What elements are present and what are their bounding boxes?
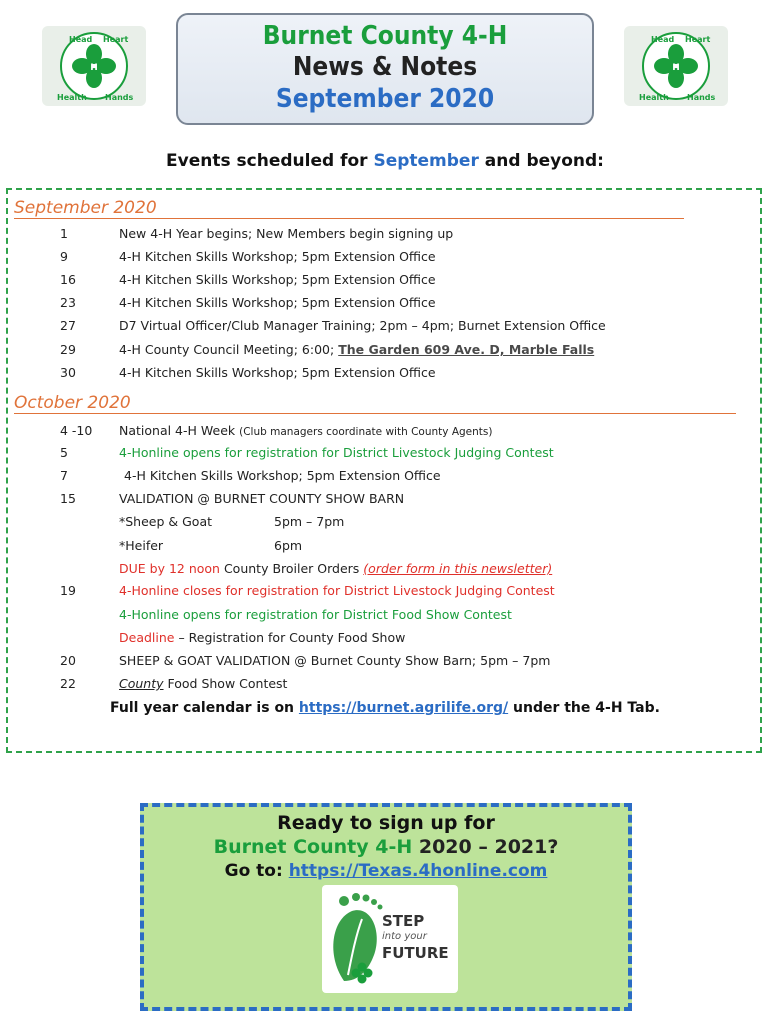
event-desc: 4-H Kitchen Skills Workshop; 5pm Extension Office	[119, 365, 436, 380]
event-day: 19	[60, 583, 76, 598]
title-month: September 2020	[275, 84, 495, 114]
event-row	[0, 558, 770, 580]
event-day: 4 -10	[60, 423, 93, 438]
events-heading-prefix: Events scheduled for	[166, 151, 374, 171]
title-county: Burnet County 4-H	[262, 21, 508, 51]
event-day: 29	[60, 342, 76, 357]
event-row	[0, 442, 770, 464]
event-row	[0, 535, 770, 557]
svg-text:Heart: Heart	[685, 35, 711, 44]
event-desc	[119, 420, 492, 443]
event-row	[0, 604, 770, 626]
event-desc: 4-Honline opens for registration for District Livestock Judging Contest	[119, 445, 554, 460]
svg-text:Head: Head	[651, 35, 675, 44]
event-row	[0, 246, 770, 268]
event-desc	[119, 627, 405, 649]
event-desc: *Heifer	[119, 538, 164, 553]
month-heading-october: October 2020	[14, 393, 736, 414]
event-row	[0, 223, 770, 245]
event-row	[0, 488, 770, 510]
future-word: FUTURE	[382, 944, 449, 962]
deadline-label: Deadline	[119, 630, 175, 645]
event-desc	[119, 673, 287, 695]
event-desc: 4-H Kitchen Skills Workshop; 5pm Extension Office	[124, 468, 441, 483]
event-row	[0, 420, 770, 442]
svg-text:H: H	[90, 63, 98, 73]
event-day: 5	[60, 445, 68, 460]
event-row	[0, 511, 770, 533]
signup-year: 2020 – 2021?	[412, 836, 559, 858]
signup-box	[140, 803, 632, 1011]
event-day: 7	[60, 468, 68, 483]
event-row	[0, 362, 770, 384]
svg-text:Head: Head	[69, 35, 93, 44]
event-day: 16	[60, 272, 76, 287]
event-day: 15	[60, 491, 76, 506]
event-time: 5pm – 7pm	[274, 514, 345, 529]
events-heading	[0, 151, 770, 171]
event-desc: VALIDATION @ BURNET COUNTY SHOW BARN	[119, 491, 405, 506]
event-day: 20	[60, 653, 76, 668]
events-heading-suffix: and beyond:	[478, 151, 604, 171]
newsletter-title-box	[176, 13, 594, 125]
location-link[interactable]: The Garden 609 Ave. D, Marble Falls	[338, 342, 595, 357]
event-row	[0, 269, 770, 291]
event-desc-text: Food Show Contest	[163, 676, 288, 691]
step-logo-text	[382, 913, 449, 961]
due-label: DUE by 12 noon	[119, 561, 220, 576]
svg-text:Health: Health	[639, 93, 669, 102]
county-word: County	[119, 676, 164, 691]
event-day: 1	[60, 226, 68, 241]
svg-text:Hands: Hands	[687, 93, 716, 102]
event-row	[0, 580, 770, 602]
svg-text:Health: Health	[57, 93, 87, 102]
event-row	[0, 673, 770, 695]
event-desc-text: National 4-H Week	[119, 423, 240, 438]
signup-county: Burnet County 4-H	[213, 836, 413, 858]
into-your-words: into your	[382, 931, 427, 942]
svg-text:Hands: Hands	[105, 93, 134, 102]
event-row	[0, 315, 770, 337]
event-desc: 4-H Kitchen Skills Workshop; 5pm Extension Office	[119, 272, 436, 287]
signup-goto: Go to:	[224, 861, 289, 881]
event-desc: New 4-H Year begins; New Members begin signing up	[119, 226, 454, 241]
4h-logo-right	[624, 26, 728, 106]
signup-line1: Ready to sign up for	[277, 812, 495, 834]
order-form-link[interactable]: (order form in this newsletter)	[363, 561, 553, 576]
signup-line3	[144, 859, 628, 883]
event-note: (Club managers coordinate with County Agents)	[239, 426, 493, 438]
event-day: 22	[60, 676, 76, 691]
event-desc	[119, 339, 594, 361]
calendar-note-prefix: Full year calendar is on	[110, 700, 299, 716]
event-day: 9	[60, 249, 68, 264]
calendar-note-suffix: under the 4-H Tab.	[508, 700, 660, 716]
event-time: 6pm	[274, 538, 303, 553]
clover-icon	[49, 28, 139, 104]
event-row	[0, 465, 770, 487]
events-heading-highlight: September	[373, 151, 479, 171]
clover-icon	[631, 28, 721, 104]
step-word: STEP	[382, 912, 425, 930]
event-desc-text: 4-H County Council Meeting; 6:00;	[119, 342, 339, 357]
event-desc	[119, 558, 552, 580]
event-row	[0, 650, 770, 672]
event-day: 30	[60, 365, 76, 380]
signup-line2	[144, 835, 628, 859]
svg-text:Heart: Heart	[103, 35, 129, 44]
event-day: 27	[60, 318, 76, 333]
event-desc: 4-H Kitchen Skills Workshop; 5pm Extension Office	[119, 295, 436, 310]
svg-text:H: H	[672, 63, 680, 73]
event-desc: SHEEP & GOAT VALIDATION @ Burnet County Show Barn; 5pm – 7pm	[119, 653, 551, 668]
title-news-notes: News & Notes	[292, 52, 478, 82]
event-row	[0, 339, 770, 361]
4honline-link[interactable]: https://Texas.4honline.com	[288, 861, 548, 881]
event-desc-text: County Broiler Orders	[219, 561, 364, 576]
event-desc: 4-Honline opens for registration for District Food Show Contest	[119, 607, 512, 622]
event-desc: *Sheep & Goat	[119, 514, 213, 529]
4h-logo-left	[42, 26, 146, 106]
step-into-future-logo	[322, 885, 458, 993]
event-desc: 4-H Kitchen Skills Workshop; 5pm Extension Office	[119, 249, 436, 264]
event-desc: 4-Honline closes for registration for District Livestock Judging Contest	[119, 583, 555, 598]
event-row	[0, 292, 770, 314]
event-day: 23	[60, 295, 76, 310]
event-row	[0, 627, 770, 649]
event-desc: D7 Virtual Officer/Club Manager Training; 2pm – 4pm; Burnet Extension Office	[119, 318, 606, 333]
calendar-note	[0, 700, 770, 716]
event-desc-text: – Registration for County Food Show	[174, 630, 406, 645]
month-heading-september: September 2020	[14, 198, 684, 219]
agrilife-link[interactable]: https://burnet.agrilife.org/	[298, 700, 509, 716]
